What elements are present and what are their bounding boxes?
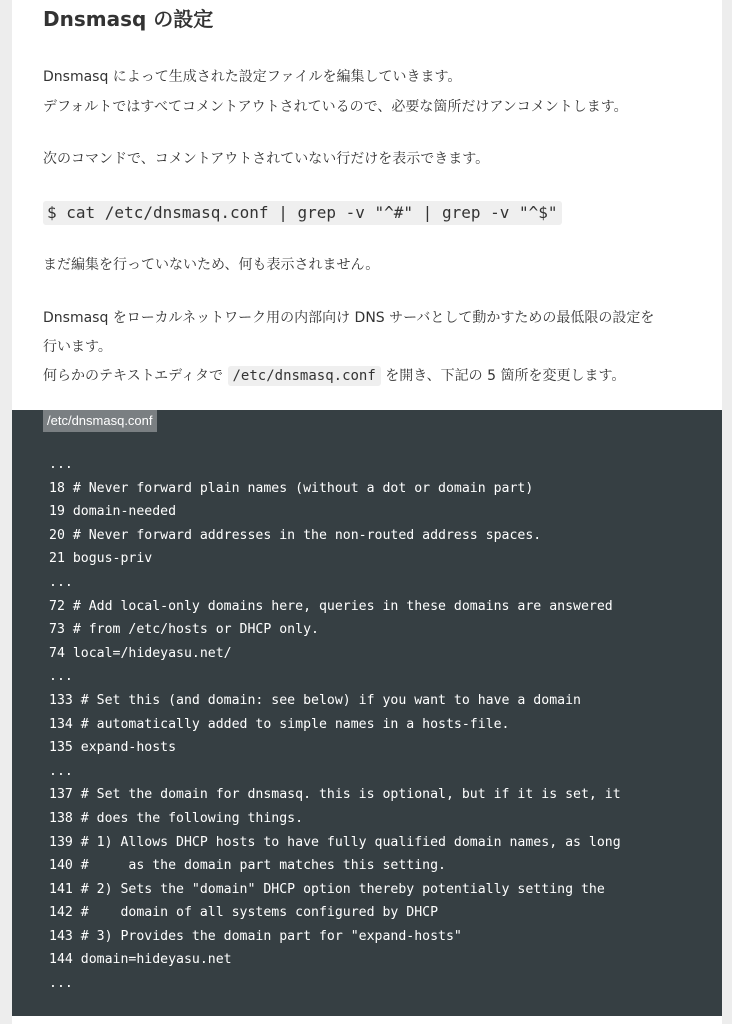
code-line: 141 # 2) Sets the "domain" DHCP option thereby potentially setting the bbox=[49, 881, 605, 897]
code-line: 21 bogus-priv bbox=[49, 551, 153, 567]
config-intro-line-2: 行います。 bbox=[43, 339, 112, 355]
code-line: 19 domain-needed bbox=[49, 504, 177, 520]
config-intro-text-before: 何らかのテキストエディタで bbox=[43, 368, 228, 384]
intro-line-2: デフォルトではすべてコメントアウトされているので、必要な箇所だけアンコメントします。 bbox=[43, 99, 628, 115]
code-line: ... bbox=[49, 976, 73, 992]
section-heading: Dnsmasq の設定 bbox=[43, 7, 214, 31]
code-block-filename: /etc/dnsmasq.conf bbox=[43, 410, 157, 432]
code-line: 138 # does the following things. bbox=[49, 810, 304, 826]
code-line: 74 local=/hideyasu.net/ bbox=[49, 645, 232, 661]
code-line: 144 domain=hideyasu.net bbox=[49, 952, 232, 968]
intro-line-1: Dnsmasq によって生成された設定ファイルを編集していきます。 bbox=[43, 69, 462, 85]
article-card bbox=[12, 0, 722, 1024]
code-lines bbox=[49, 453, 621, 996]
command-intro: 次のコマンドで、コメントアウトされていない行だけを表示できます。 bbox=[43, 151, 490, 167]
code-line: 72 # Add local-only domains here, queries in these domains are answered bbox=[49, 598, 613, 614]
code-block bbox=[12, 410, 722, 1016]
code-line: 20 # Never forward addresses in the non-routed address spaces. bbox=[49, 527, 542, 543]
code-line: 18 # Never forward plain names (without a dot or domain part) bbox=[49, 480, 534, 496]
code-line: 133 # Set this (and domain: see below) if you want to have a domain bbox=[49, 692, 581, 708]
code-line: 143 # 3) Provides the domain part for "expand-hosts" bbox=[49, 928, 462, 944]
code-line: 142 # domain of all systems configured by DHCP bbox=[49, 905, 439, 921]
config-intro-line-1: Dnsmasq をローカルネットワーク用の内部向け DNS サーバとして動かすための最低限の設定を bbox=[43, 310, 655, 326]
code-line: ... bbox=[49, 669, 73, 685]
code-line: ... bbox=[49, 574, 73, 590]
code-line: 73 # from /etc/hosts or DHCP only. bbox=[49, 622, 319, 638]
config-intro-text-after: を開き、下記の 5 箇所を変更します。 bbox=[380, 368, 626, 384]
code-line: 139 # 1) Allows DHCP hosts to have fully qualified domain names, as long bbox=[49, 834, 621, 850]
code-line: 134 # automatically added to simple names in a hosts-file. bbox=[49, 716, 510, 732]
config-intro-line-3 bbox=[43, 362, 625, 391]
no-output-note: まだ編集を行っていないため、何も表示されません。 bbox=[43, 257, 380, 273]
code-line: 137 # Set the domain for dnsmasq. this is optional, but if it is set, it bbox=[49, 787, 621, 803]
code-line: 140 # as the domain part matches this setting. bbox=[49, 858, 446, 874]
code-line: ... bbox=[49, 763, 73, 779]
code-line: ... bbox=[49, 457, 73, 472]
code-line: 135 expand-hosts bbox=[49, 740, 177, 756]
config-file-path-inline: /etc/dnsmasq.conf bbox=[228, 366, 381, 386]
command-snippet: $ cat /etc/dnsmasq.conf | grep -v "^#" | grep -v "^$" bbox=[43, 201, 562, 225]
